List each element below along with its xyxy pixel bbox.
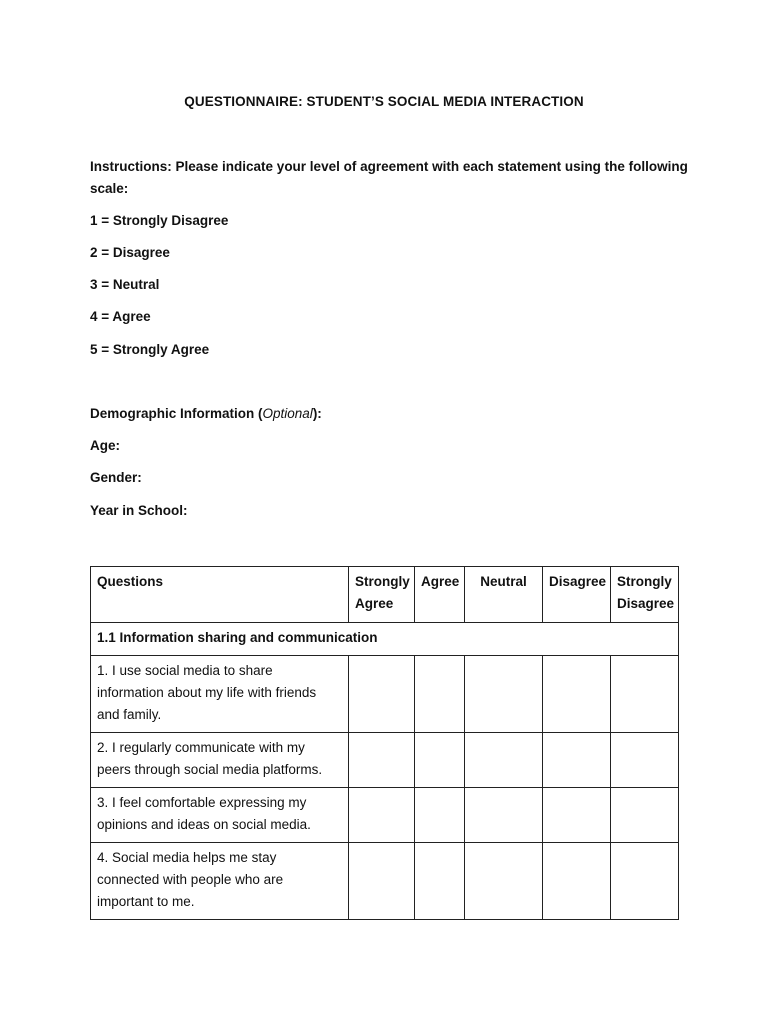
header-disagree: Disagree (543, 567, 611, 623)
scale-item-5: 5 = Strongly Agree (90, 342, 210, 357)
demographics-optional-label: Optional (262, 406, 313, 421)
answer-cell-agree[interactable] (415, 656, 465, 733)
table-row (91, 656, 679, 733)
answer-cell-strongly-agree[interactable] (349, 843, 415, 920)
header-strongly-agree: Strongly Agree (349, 567, 415, 623)
scale-item-3: 3 = Neutral (90, 277, 160, 292)
document-title: QUESTIONNAIRE: STUDENT’S SOCIAL MEDIA INTERACTION (184, 94, 584, 109)
question-text: 1. I use social media to share information about my life with friends and family. (91, 656, 349, 733)
question-text: 3. I feel comfortable expressing my opinions and ideas on social media. (91, 788, 349, 843)
field-gender-label: Gender: (90, 470, 142, 485)
answer-cell-strongly-disagree[interactable] (611, 733, 679, 788)
demographics-heading-suffix: ): (312, 406, 322, 421)
field-age-label: Age: (90, 438, 120, 453)
scale-item-2: 2 = Disagree (90, 245, 170, 260)
answer-cell-disagree[interactable] (543, 656, 611, 733)
answer-cell-neutral[interactable] (465, 733, 543, 788)
questionnaire-table (90, 566, 679, 920)
answer-cell-disagree[interactable] (543, 733, 611, 788)
header-strongly-disagree: Strongly Disagree (611, 567, 679, 623)
section-row (91, 623, 679, 656)
table-row (91, 788, 679, 843)
answer-cell-strongly-agree[interactable] (349, 656, 415, 733)
table-row (91, 733, 679, 788)
answer-cell-agree[interactable] (415, 788, 465, 843)
answer-cell-neutral[interactable] (465, 843, 543, 920)
demographics-heading-prefix: Demographic Information ( (90, 406, 263, 421)
header-questions: Questions (91, 567, 349, 623)
answer-cell-neutral[interactable] (465, 656, 543, 733)
answer-cell-strongly-agree[interactable] (349, 788, 415, 843)
demographics-heading (90, 406, 322, 421)
section-title: 1.1 Information sharing and communication (91, 623, 679, 656)
field-year-label: Year in School: (90, 503, 188, 518)
answer-cell-strongly-disagree[interactable] (611, 788, 679, 843)
scale-item-4: 4 = Agree (90, 309, 151, 324)
answer-cell-strongly-disagree[interactable] (611, 656, 679, 733)
answer-cell-disagree[interactable] (543, 788, 611, 843)
answer-cell-neutral[interactable] (465, 788, 543, 843)
question-text: 2. I regularly communicate with my peers through social media platforms. (91, 733, 349, 788)
answer-cell-strongly-disagree[interactable] (611, 843, 679, 920)
header-agree: Agree (415, 567, 465, 623)
answer-cell-agree[interactable] (415, 733, 465, 788)
answer-cell-agree[interactable] (415, 843, 465, 920)
scale-item-1: 1 = Strongly Disagree (90, 213, 229, 228)
table-row (91, 843, 679, 920)
question-text: 4. Social media helps me stay connected with people who are important to me. (91, 843, 349, 920)
instructions-text: Instructions: Please indicate your level of agreement with each statement using the following scale: (90, 159, 688, 196)
answer-cell-strongly-agree[interactable] (349, 733, 415, 788)
answer-cell-disagree[interactable] (543, 843, 611, 920)
table-header-row (91, 567, 679, 623)
header-neutral: Neutral (465, 567, 543, 623)
